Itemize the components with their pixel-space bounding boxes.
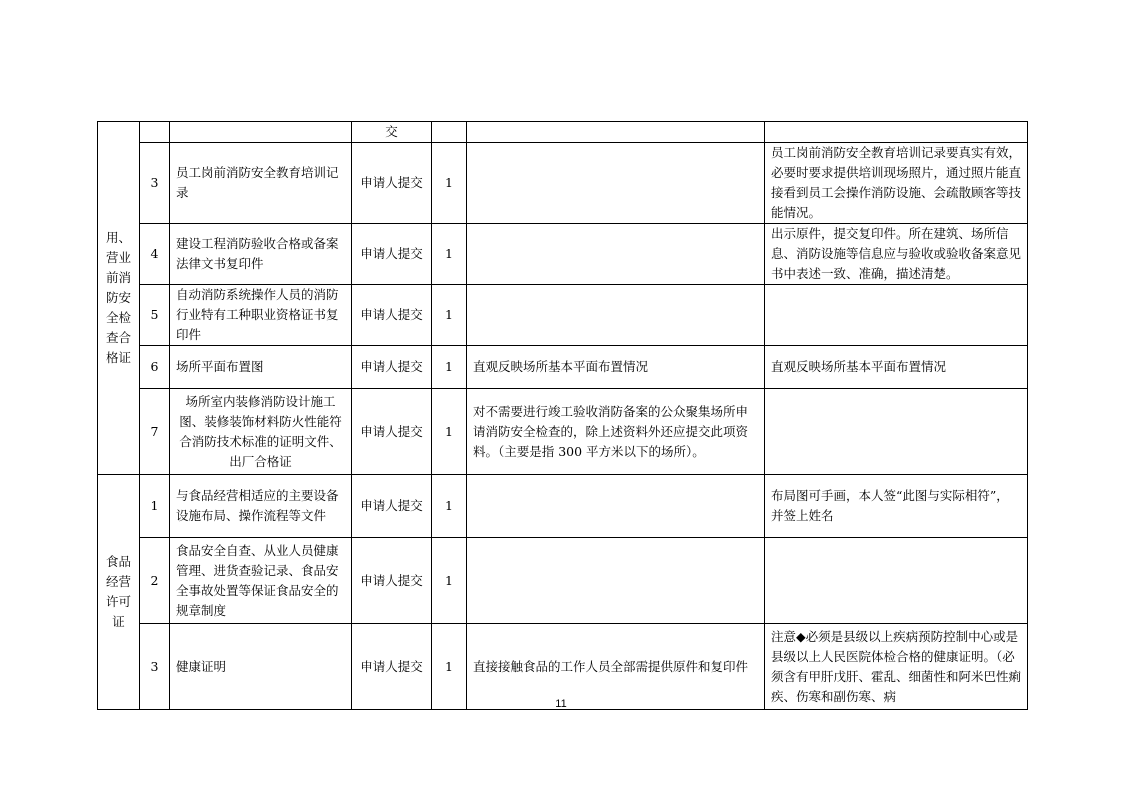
material-name: 食品安全自查、从业人员健康管理、进货查验记录、食品安全事故处置等保证食品安全的规章制度: [170, 538, 352, 624]
material-note: 注意◆必须是县级以上疾病预防控制中心或是县级以上人民医院体检合格的健康证明。（必须含有甲肝戊肝、霍乱、细菌性和阿米巴性痢疾、伤寒和副伤寒、病: [765, 624, 1028, 710]
material-name: 健康证明: [170, 624, 352, 710]
material-count: [432, 122, 467, 143]
material-source: 申请人提交: [352, 224, 432, 285]
row-number: 7: [140, 389, 170, 475]
row-number: 6: [140, 346, 170, 389]
material-note: [765, 285, 1028, 346]
material-remark: [467, 224, 765, 285]
material-remark: 对不需要进行竣工验收消防备案的公众聚集场所申请消防安全检查的，除上述资料外还应提交此项资料。（主要是指 300 平方米以下的场所）。: [467, 389, 765, 475]
material-count: 1: [432, 285, 467, 346]
row-number: 2: [140, 538, 170, 624]
material-name: 员工岗前消防安全教育培训记录: [170, 143, 352, 224]
material-remark: 直接接触食品的工作人员全部需提供原件和复印件: [467, 624, 765, 710]
material-source: 申请人提交: [352, 475, 432, 538]
row-number: 4: [140, 224, 170, 285]
table-row: [98, 624, 1028, 710]
material-note: [765, 389, 1028, 475]
material-source: 申请人提交: [352, 285, 432, 346]
material-source: 申请人提交: [352, 346, 432, 389]
material-source: 交: [352, 122, 432, 143]
table-row: [98, 122, 1028, 143]
materials-table: [97, 121, 1028, 710]
table-row: [98, 224, 1028, 285]
material-note: 布局图可手画，本人签“此图与实际相符”，并签上姓名: [765, 475, 1028, 538]
table-row: [98, 538, 1028, 624]
material-note: 出示原件，提交复印件。所在建筑、场所信息、消防设施等信息应与验收或验收备案意见书中表述一致、准确，描述清楚。: [765, 224, 1028, 285]
material-count: 1: [432, 538, 467, 624]
material-count: 1: [432, 224, 467, 285]
material-source: 申请人提交: [352, 624, 432, 710]
material-count: 1: [432, 624, 467, 710]
material-count: 1: [432, 475, 467, 538]
material-note: 直观反映场所基本平面布置情况: [765, 346, 1028, 389]
material-remark: 直观反映场所基本平面布置情况: [467, 346, 765, 389]
table-row: [98, 475, 1028, 538]
row-number: 3: [140, 624, 170, 710]
material-note: [765, 538, 1028, 624]
table-row: [98, 285, 1028, 346]
material-name: [170, 122, 352, 143]
row-number: 5: [140, 285, 170, 346]
material-note: [765, 122, 1028, 143]
material-count: 1: [432, 389, 467, 475]
table-row: [98, 143, 1028, 224]
material-remark: [467, 122, 765, 143]
page-number: 11: [555, 698, 567, 710]
material-source: 申请人提交: [352, 143, 432, 224]
material-name: 自动消防系统操作人员的消防行业特有工种职业资格证书复印件: [170, 285, 352, 346]
material-source: 申请人提交: [352, 389, 432, 475]
table-row: [98, 389, 1028, 475]
row-number: 3: [140, 143, 170, 224]
material-remark: [467, 143, 765, 224]
material-name: 与食品经营相适应的主要设备设施布局、操作流程等文件: [170, 475, 352, 538]
row-number: 1: [140, 475, 170, 538]
material-source: 申请人提交: [352, 538, 432, 624]
material-note: 员工岗前消防安全教育培训记录要真实有效，必要时要求提供培训现场照片，通过照片能直接看到员工会操作消防设施、会疏散顾客等技能情况。: [765, 143, 1028, 224]
material-name: 场所平面布置图: [170, 346, 352, 389]
category-food-license: 食品经营许可证: [98, 475, 140, 710]
material-remark: [467, 285, 765, 346]
material-count: 1: [432, 143, 467, 224]
material-name: 建设工程消防验收合格或备案法律文书复印件: [170, 224, 352, 285]
category-fire-safety: 用、营业前消防安全检查合格证: [98, 122, 140, 475]
material-count: 1: [432, 346, 467, 389]
row-number: [140, 122, 170, 143]
table-row: [98, 346, 1028, 389]
material-name: 场所室内装修消防设计施工图、装修装饰材料防火性能符合消防技术标准的证明文件、出厂合格证: [170, 389, 352, 475]
material-remark: [467, 475, 765, 538]
material-remark: [467, 538, 765, 624]
